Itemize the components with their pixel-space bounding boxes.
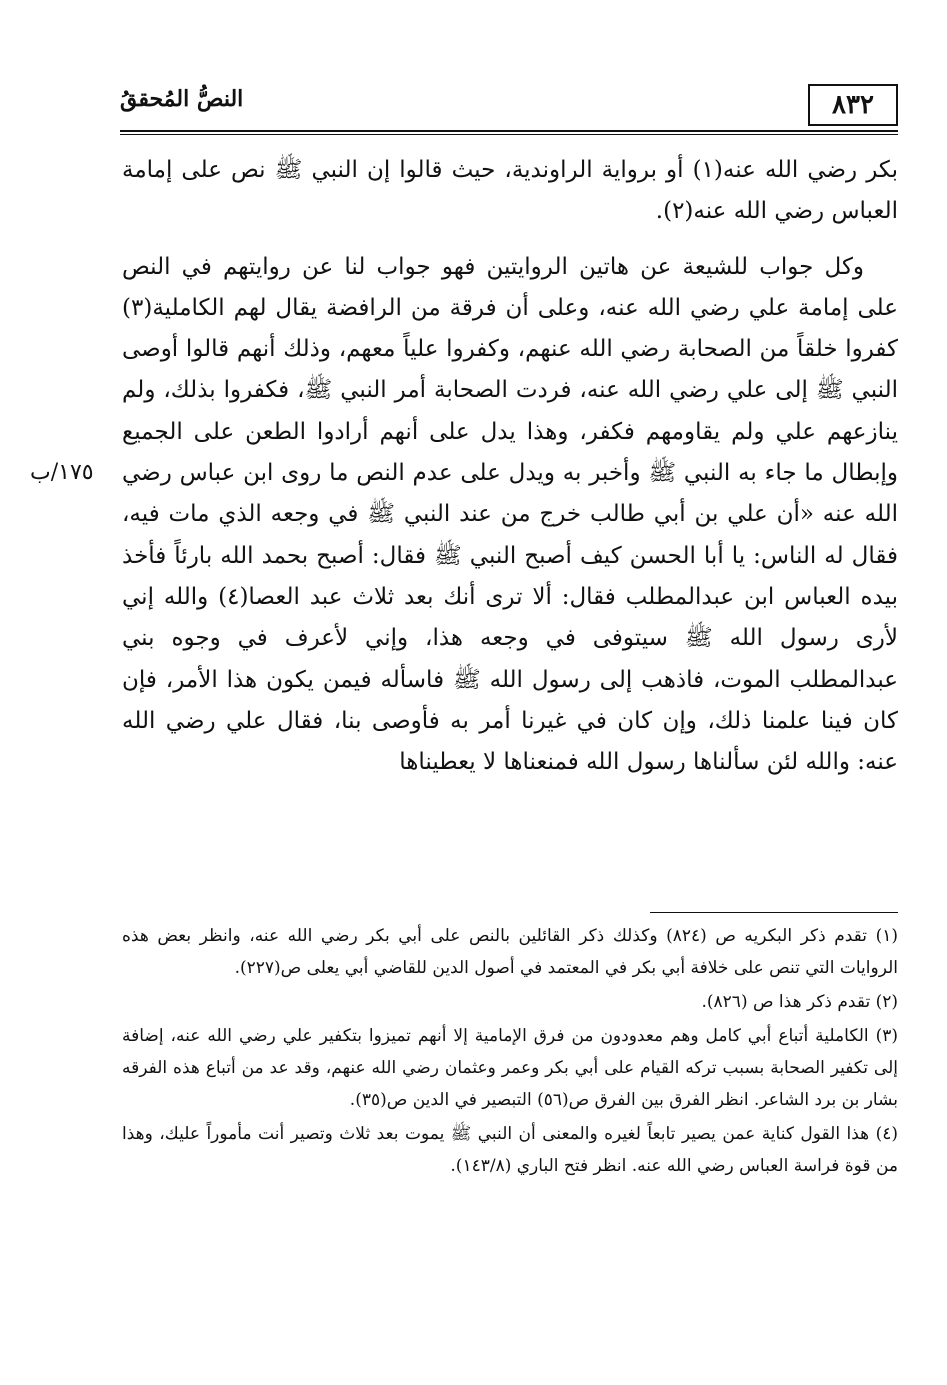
page-header xyxy=(120,84,898,132)
running-title: النصُّ المُحققُ xyxy=(120,86,244,112)
manuscript-folio-marker: ١٧٥/ب xyxy=(30,460,94,485)
paragraph: وكل جواب للشيعة عن هاتين الروايتين فهو جواب لنا عن روايتهم في النص على إمامة علي رضي الله عنه، وعلى أن فرقة من الرافضة يقال لهم الكاملية(٣) كفروا خلقاً من الصحابة رضي الله عنهم، وكفروا علياً معهم، وذلك أنهم قالوا أوصى النبي ﷺ إلى علي رضي الله عنه، فردت الصحابة أمر النبي ﷺ، فكفروا بذلك، ولم ينازعهم علي ولم يقاومهم فكفر، وهذا يدل على أنهم أرادوا الطعن على الجميع وإبطال ما جاء به النبي ﷺ وأخبر به ويدل على عدم النص ما روى ابن عباس رضي الله عنه «أن علي بن أبي طالب خرج من عند النبي ﷺ في وجعه الذي مات فيه، فقال له الناس: يا أبا الحسن كيف أصبح النبي ﷺ فقال: أصبح بحمد الله بارئاً فأخذ بيده العباس ابن عبدالمطلب فقال: ألا ترى أنك بعد ثلاث عبد العصا(٤) والله إني لأرى رسول الله ﷺ سيتوفى في وجعه هذا، وإني لأعرف في وجوه بني عبدالمطلب الموت، فاذهب إلى رسول الله ﷺ فاسأله فيمن يكون هذا الأمر، فإن كان فينا علمنا ذلك، وإن كان في غيرنا أمر به فأوصى بنا، فقال علي رضي الله عنه: والله لئن سألناها رسول الله فمنعناها لا يعطيناها xyxy=(122,253,898,776)
header-rule-thin xyxy=(120,134,898,135)
footnote: (١) تقدم ذكر البكريه ص (٨٢٤) وكذلك ذكر القائلين بالنص على أبي بكر رضي الله عنه، وانظر بعض هذه الروايات التي تنص على خلافة أبي بكر في المعتمد في أصول الدين للقاضي أبي يعلى ص(٢٢٧). xyxy=(122,926,898,978)
footnote: (٤) هذا القول كناية عمن يصير تابعاً لغيره والمعنى أن النبي ﷺ يموت بعد ثلاث وتصير أنت مأموراً عليك، وهذا من قوة فراسة العباس رضي الله عنه. انظر فتح الباري (١٤٣/٨). xyxy=(122,1124,898,1176)
footnote: (٣) الكاملية أتباع أبي كامل وهم معدودون من فرق الإمامية إلا أنهم تميزوا بتكفير علي رضي الله عنه، إضافة إلى تكفير الصحابة بسبب تركه القيام على أبي بكر وعمر وعثمان رضي الله عنهم، وقد عد من أتباع هذه الفرقه بشار بن برد الشاعر. انظر الفرق بين الفرق ص(٥٦) التبصير في الدين ص(٣٥). xyxy=(122,1026,898,1110)
paragraph: بكر رضي الله عنه(١) أو برواية الراوندية، حيث قالوا إن النبي ﷺ نص على إمامة العباس رضي الله عنه(٢). xyxy=(122,157,898,225)
header-rule xyxy=(120,130,898,132)
footnotes xyxy=(122,920,898,1184)
footnote: (٢) تقدم ذكر هذا ص (٨٢٦). xyxy=(701,992,898,1012)
page-number: ٨٣٢ xyxy=(808,84,898,126)
footnote-separator xyxy=(650,912,898,913)
main-text xyxy=(122,150,898,783)
